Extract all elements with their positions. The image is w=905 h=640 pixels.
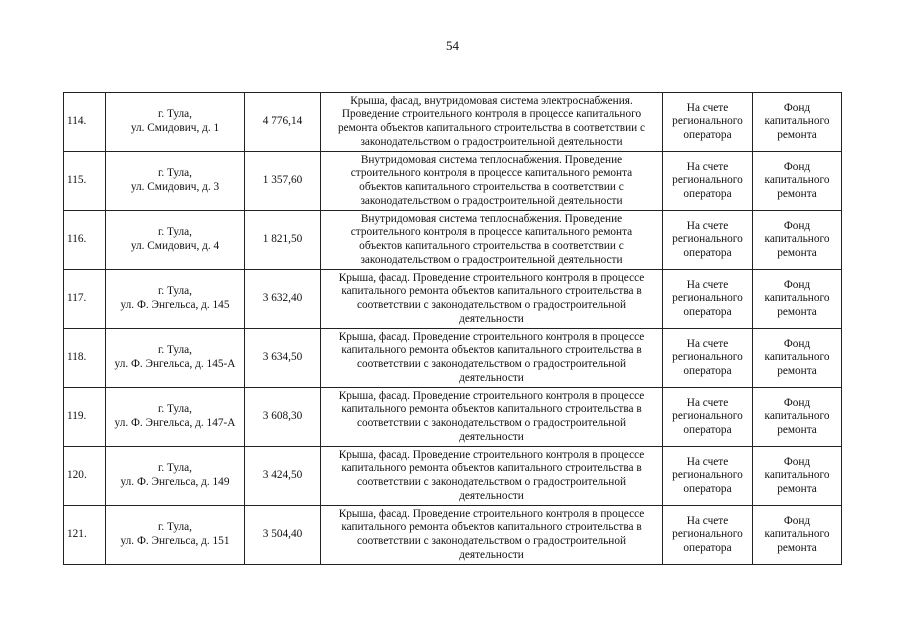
address-cell-line: г. Тула, [158, 167, 192, 180]
work-description-cell-line: Крыша, фасад. Проведение строительного контроля в процессе [338, 448, 645, 461]
work-description-cell [321, 93, 663, 152]
row-number: 121. [64, 506, 106, 565]
work-description-cell-line: деятельности [459, 312, 524, 325]
work-description-cell [321, 447, 663, 506]
funding-source-cell-line: капитального [764, 174, 830, 187]
funding-source-cell-line: ремонта [777, 187, 817, 200]
funding-source-cell-line: капитального [764, 351, 830, 364]
work-description-cell-line: Крыша, фасад. Проведение строительного контроля в процессе [338, 389, 645, 402]
row-number: 119. [64, 388, 106, 447]
table-row [64, 152, 842, 211]
work-description-cell-line: законодательством о градостроительной деятельности [360, 253, 623, 266]
work-description-cell-line: ремонта объектов капитального строительства в соответствии с [337, 122, 646, 134]
funding-source-cell-line: капитального [764, 528, 830, 541]
account-method-cell [663, 93, 753, 152]
account-method-cell-line: оператора [683, 128, 732, 141]
funding-source-cell [753, 152, 842, 211]
funding-source-cell-line: Фонд [783, 396, 811, 409]
funding-source-cell-line: ремонта [777, 364, 817, 377]
work-description-cell-line: Крыша, фасад, внутридомовая система электроснабжения. [350, 94, 633, 107]
funding-source-cell-line: Фонд [783, 101, 811, 114]
address-cell-line: г. Тула, [158, 344, 192, 357]
work-description-cell [321, 388, 663, 447]
work-description-cell-line: капитального ремонта объектов капитального строительства в [341, 285, 642, 298]
address-cell-line: г. Тула, [158, 521, 192, 534]
work-description-cell-line: соответствии с законодательством о градостроительной [356, 299, 627, 311]
funding-source-cell-line: ремонта [777, 423, 817, 436]
funding-source-cell-line: капитального [764, 292, 830, 305]
funding-source-cell [753, 93, 842, 152]
capital-repair-table [63, 92, 842, 565]
funding-source-cell [753, 270, 842, 329]
amount-cell: 1 821,50 [245, 211, 321, 270]
amount-cell: 4 776,14 [245, 93, 321, 152]
amount-cell: 3 504,40 [245, 506, 321, 565]
funding-source-cell-line: Фонд [783, 160, 811, 173]
work-description-cell [321, 270, 663, 329]
work-description-cell [321, 506, 663, 565]
account-method-cell [663, 270, 753, 329]
account-method-cell [663, 329, 753, 388]
work-description-cell-line: капитального ремонта объектов капитального строительства в [341, 344, 642, 357]
account-method-cell-line: регионального [672, 528, 743, 541]
address-cell [106, 152, 245, 211]
funding-source-cell [753, 329, 842, 388]
funding-source-cell-line: Фонд [783, 278, 811, 291]
address-cell-line: ул. Смидович, д. 3 [130, 181, 220, 193]
amount-cell: 3 424,50 [245, 447, 321, 506]
work-description-cell-line: Внутридомовая система теплоснабжения. Проведение [360, 153, 623, 166]
funding-source-cell-line: ремонта [777, 482, 817, 495]
table-row [64, 506, 842, 565]
work-description-cell-line: капитального ремонта объектов капитального строительства в [341, 462, 642, 475]
work-description-cell-line: объектов капитального строительства в соответствии с [359, 240, 624, 252]
work-description-cell-line: капитального ремонта объектов капитального строительства в [341, 521, 642, 534]
account-method-cell-line: регионального [672, 469, 743, 482]
table-row [64, 93, 842, 152]
account-method-cell [663, 211, 753, 270]
amount-cell: 1 357,60 [245, 152, 321, 211]
work-description-cell-line: деятельности [459, 489, 524, 502]
address-cell [106, 270, 245, 329]
amount-cell: 3 608,30 [245, 388, 321, 447]
row-number: 116. [64, 211, 106, 270]
table-row [64, 388, 842, 447]
account-method-cell-line: оператора [683, 482, 732, 495]
funding-source-cell [753, 506, 842, 565]
account-method-cell-line: регионального [672, 174, 743, 187]
address-cell [106, 329, 245, 388]
address-cell-line: г. Тула, [158, 403, 192, 416]
funding-source-cell-line: ремонта [777, 541, 817, 554]
funding-source-cell-line: капитального [764, 233, 830, 246]
row-number: 120. [64, 447, 106, 506]
funding-source-cell-line: Фонд [783, 337, 811, 350]
address-cell [106, 93, 245, 152]
work-description-cell [321, 211, 663, 270]
page-number: 54 [446, 38, 459, 53]
row-number: 115. [64, 152, 106, 211]
account-method-cell [663, 447, 753, 506]
work-description-cell-line: соответствии с законодательством о градостроительной [356, 535, 627, 547]
funding-source-cell [753, 388, 842, 447]
work-description-cell-line: строительного контроля в процессе капитального ремонта [350, 226, 633, 239]
account-method-cell-line: регионального [672, 233, 743, 246]
address-cell-line: г. Тула, [158, 285, 192, 298]
account-method-cell [663, 506, 753, 565]
work-description-cell-line: объектов капитального строительства в соответствии с [359, 181, 624, 193]
account-method-cell-line: На счете [686, 101, 729, 114]
account-method-cell-line: оператора [683, 541, 732, 554]
work-description-cell-line: соответствии с законодательством о градостроительной [356, 358, 627, 370]
funding-source-cell-line: ремонта [777, 246, 817, 259]
row-number: 114. [64, 93, 106, 152]
address-cell [106, 211, 245, 270]
funding-source-cell-line: Фонд [783, 219, 811, 232]
table-row [64, 447, 842, 506]
account-method-cell-line: На счете [686, 278, 729, 291]
account-method-cell-line: На счете [686, 396, 729, 409]
address-cell-line: г. Тула, [158, 462, 192, 475]
work-description-cell-line: Крыша, фасад. Проведение строительного контроля в процессе [338, 330, 645, 343]
work-description-cell-line: законодательством о градостроительной деятельности [360, 194, 623, 207]
address-cell-line: ул. Смидович, д. 4 [130, 240, 220, 252]
address-cell [106, 447, 245, 506]
account-method-cell-line: регионального [672, 351, 743, 364]
account-method-cell-line: оператора [683, 187, 732, 200]
address-cell-line: ул. Ф. Энгельса, д. 145-А [114, 358, 236, 370]
account-method-cell-line: На счете [686, 337, 729, 350]
work-description-cell [321, 329, 663, 388]
row-number: 117. [64, 270, 106, 329]
work-description-cell-line: Крыша, фасад. Проведение строительного контроля в процессе [338, 507, 645, 520]
account-method-cell-line: оператора [683, 246, 732, 259]
funding-source-cell [753, 211, 842, 270]
work-description-cell-line: Крыша, фасад. Проведение строительного контроля в процессе [338, 271, 645, 284]
account-method-cell [663, 388, 753, 447]
account-method-cell-line: регионального [672, 292, 743, 305]
address-cell-line: г. Тула, [158, 108, 192, 121]
address-cell-line: ул. Ф. Энгельса, д. 151 [120, 535, 230, 547]
account-method-cell-line: оператора [683, 364, 732, 377]
table-row [64, 211, 842, 270]
funding-source-cell-line: капитального [764, 410, 830, 423]
work-description-cell-line: Проведение строительного контроля в процессе капитального [341, 108, 642, 121]
account-method-cell-line: На счете [686, 160, 729, 173]
account-method-cell-line: На счете [686, 219, 729, 232]
funding-source-cell-line: Фонд [783, 514, 811, 527]
work-description-cell-line: строительного контроля в процессе капитального ремонта [350, 167, 633, 180]
account-method-cell-line: регионального [672, 410, 743, 423]
address-cell-line: г. Тула, [158, 226, 192, 239]
funding-source-cell-line: капитального [764, 115, 830, 128]
funding-source-cell [753, 447, 842, 506]
account-method-cell-line: На счете [686, 514, 729, 527]
funding-source-cell-line: Фонд [783, 455, 811, 468]
work-description-cell-line: Внутридомовая система теплоснабжения. Проведение [360, 212, 623, 225]
work-description-cell-line: соответствии с законодательством о градостроительной [356, 476, 627, 488]
amount-cell: 3 634,50 [245, 329, 321, 388]
work-description-cell-line: деятельности [459, 548, 524, 561]
funding-source-cell-line: капитального [764, 469, 830, 482]
table-body [64, 93, 842, 565]
address-cell-line: ул. Ф. Энгельса, д. 147-А [114, 417, 236, 429]
address-cell-line: ул. Ф. Энгельса, д. 149 [120, 476, 230, 488]
work-description-cell-line: законодательством о градостроительной деятельности [360, 135, 623, 148]
account-method-cell-line: оператора [683, 423, 732, 436]
address-cell [106, 388, 245, 447]
table-row [64, 329, 842, 388]
amount-cell: 3 632,40 [245, 270, 321, 329]
funding-source-cell-line: ремонта [777, 128, 817, 141]
account-method-cell-line: регионального [672, 115, 743, 128]
funding-source-cell-line: ремонта [777, 305, 817, 318]
table-row [64, 270, 842, 329]
address-cell [106, 506, 245, 565]
address-cell-line: ул. Ф. Энгельса, д. 145 [120, 299, 230, 311]
work-description-cell-line: деятельности [459, 371, 524, 384]
work-description-cell-line: деятельности [459, 430, 524, 443]
account-method-cell-line: На счете [686, 455, 729, 468]
address-cell-line: ул. Смидович, д. 1 [130, 122, 220, 134]
account-method-cell-line: оператора [683, 305, 732, 318]
work-description-cell [321, 152, 663, 211]
row-number: 118. [64, 329, 106, 388]
work-description-cell-line: соответствии с законодательством о градостроительной [356, 417, 627, 429]
work-description-cell-line: капитального ремонта объектов капитального строительства в [341, 403, 642, 416]
account-method-cell [663, 152, 753, 211]
